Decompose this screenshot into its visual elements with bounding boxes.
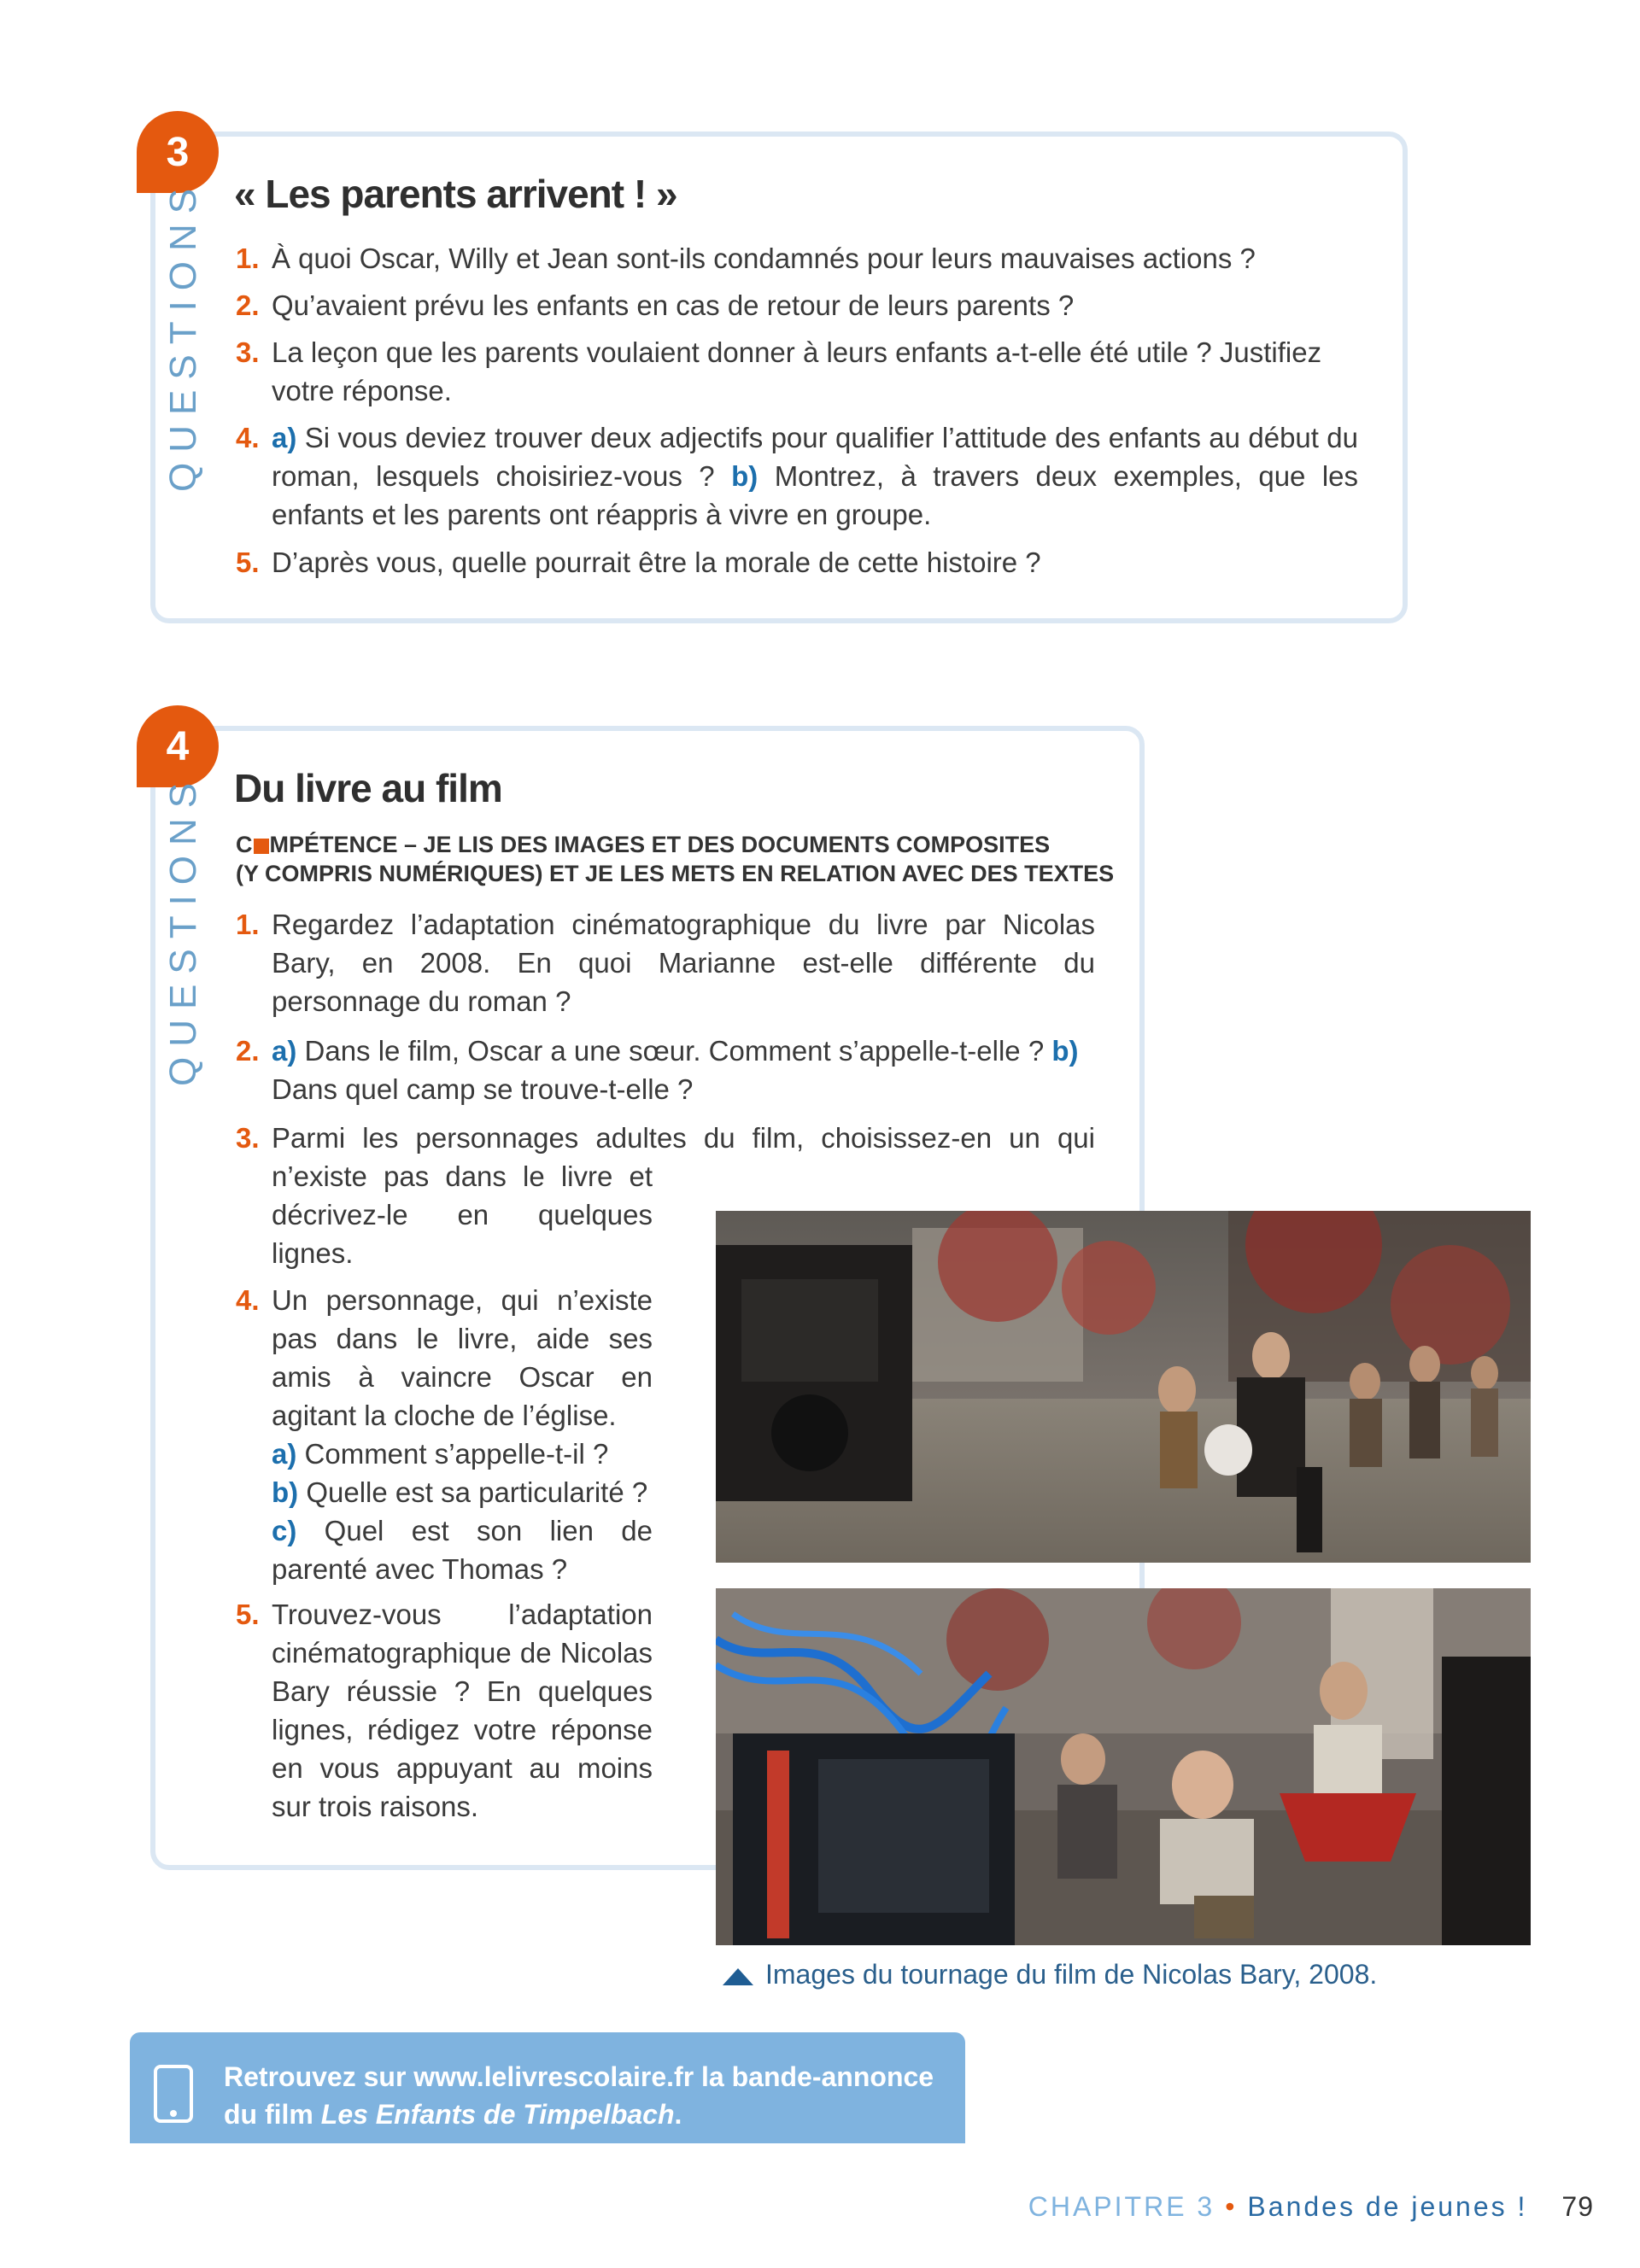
- s3-q2-number: 2.: [236, 289, 260, 321]
- s4-q3-line-1: Parmi les personnages adultes du film, choisissez-en un qui: [272, 1122, 1095, 1154]
- footer-chapter-title: Bandes de jeunes !: [1247, 2191, 1528, 2222]
- s4-question-2: [236, 1032, 1095, 1108]
- s4-q2-a-label: a): [272, 1035, 297, 1067]
- s4-q4-a-text: Comment s’appelle-t-il ?: [304, 1438, 609, 1470]
- s3-q4-number: 4.: [236, 422, 260, 453]
- film-still-2: [716, 1588, 1531, 1945]
- s4-q1-text: Regardez l’adaptation cinématographique du livre par Nicolas Bary, en 2008. En quoi Marianne est-elle différente du personnage du roman ?: [272, 909, 1095, 1017]
- s4-q4-b-label: b): [272, 1476, 299, 1508]
- s3-question-2: [236, 286, 1358, 324]
- s4-q2-a-text: Dans le film, Oscar a une sœur. Comment s’appelle-t-elle ?: [304, 1035, 1045, 1067]
- s4-q4-c-text: Quel est son lien de parenté avec Thomas ?: [272, 1515, 653, 1585]
- section-3-title: « Les parents arrivent ! »: [234, 172, 677, 216]
- s4-q4-a-label: a): [272, 1438, 297, 1470]
- s4-question-1: [236, 905, 1095, 1020]
- competence-c: C: [236, 832, 253, 857]
- s3-q3-text: La leçon que les parents voulaient donner à leurs enfants a-t-elle été utile ? Justifiez votre réponse.: [272, 336, 1322, 406]
- competence-square-icon: [254, 839, 269, 854]
- s3-question-4: [236, 418, 1359, 534]
- info-text-before: Retrouvez sur www.lelivrescolaire.fr la bande-annonce du film: [224, 2061, 934, 2130]
- s4-q2-b-label: b): [1051, 1035, 1079, 1067]
- s4-q5-number: 5.: [236, 1599, 260, 1630]
- s4-q4-text: Un personnage, qui n’existe pas dans le livre, aide ses amis à vaincre Oscar en agitant la cloche de l’église.: [272, 1284, 653, 1431]
- section-3-side-label: QUESTIONS: [162, 178, 204, 492]
- s3-q1-number: 1.: [236, 243, 260, 274]
- website-info-text: [224, 2058, 958, 2133]
- s3-q4-a-text: Si vous deviez trouver deux adjectifs pour qualifier l’attitude des enfants au début du roman, lesquels choisiriez-vous ?: [272, 422, 1358, 492]
- info-film-title: Les Enfants de Timpelbach: [320, 2099, 675, 2130]
- caption-triangle-icon: [723, 1968, 753, 1985]
- film-still-2-drawing: [716, 1588, 1531, 1945]
- s3-q3-number: 3.: [236, 336, 260, 368]
- s4-question-4: [236, 1281, 653, 1588]
- s4-q2-b-text: Dans quel camp se trouve-t-elle ?: [272, 1073, 694, 1105]
- s4-q4-b-text: Quelle est sa particularité ?: [306, 1476, 648, 1508]
- page-number: 79: [1561, 2191, 1594, 2222]
- tablet-icon: [154, 2065, 193, 2123]
- s3-q4-b-label: b): [731, 460, 758, 492]
- s3-question-3: [236, 333, 1358, 410]
- s4-q5-text: Trouvez-vous l’adaptation cinématographique de Nicolas Bary réussie ? En quelques lignes, rédigez votre réponse en vous appuyant au moins sur trois raisons.: [272, 1599, 653, 1822]
- section-4-title: Du livre au film: [234, 766, 502, 810]
- s4-q4-number: 4.: [236, 1284, 260, 1316]
- s4-q2-number: 2.: [236, 1035, 260, 1067]
- info-text-after: .: [674, 2099, 682, 2130]
- s3-question-1: [236, 239, 1358, 278]
- footer-bullet: •: [1225, 2191, 1238, 2222]
- section-4-side-label: QUESTIONS: [162, 772, 204, 1086]
- competence-line-1: MPÉTENCE – JE LIS DES IMAGES ET DES DOCUMENTS COMPOSITES: [269, 832, 1051, 857]
- page-footer: [1028, 2191, 1594, 2223]
- competence-line-2: (Y COMPRIS NUMÉRIQUES) ET JE LES METS EN RELATION AVEC DES TEXTES: [236, 861, 1115, 886]
- footer-chapter: CHAPITRE 3: [1028, 2191, 1215, 2222]
- photo-caption-text: Images du tournage du film de Nicolas Bary, 2008.: [765, 1959, 1378, 1990]
- s3-q1-text: À quoi Oscar, Willy et Jean sont-ils condamnés pour leurs mauvaises actions ?: [272, 243, 1256, 274]
- s4-q1-number: 1.: [236, 909, 260, 940]
- s3-q4-a-label: a): [272, 422, 297, 453]
- website-info-box: [130, 2032, 965, 2143]
- s3-q5-text: D’après vous, quelle pourrait être la morale de cette histoire ?: [272, 547, 1041, 578]
- s4-question-5: [236, 1595, 653, 1826]
- s3-q4-b-text: Montrez, à travers deux exemples, que les enfants et les parents ont réappris à vivre en groupe.: [272, 460, 1359, 530]
- s3-q5-number: 5.: [236, 547, 260, 578]
- s3-question-5: [236, 543, 1358, 582]
- s3-q2-text: Qu’avaient prévu les enfants en cas de retour de leurs parents ?: [272, 289, 1075, 321]
- s4-q3-rest: n’existe pas dans le livre et décrivez-le en quelques lignes.: [272, 1160, 653, 1269]
- section-3-badge: 3: [137, 111, 219, 193]
- s4-q3-number: 3.: [236, 1122, 260, 1154]
- s4-q4-c-label: c): [272, 1515, 297, 1546]
- film-still-1: [716, 1211, 1531, 1563]
- section-4-badge: 4: [137, 705, 219, 787]
- photo-caption: [723, 1959, 1377, 1990]
- competence-heading: [236, 830, 1124, 888]
- film-still-1-drawing: [716, 1211, 1531, 1563]
